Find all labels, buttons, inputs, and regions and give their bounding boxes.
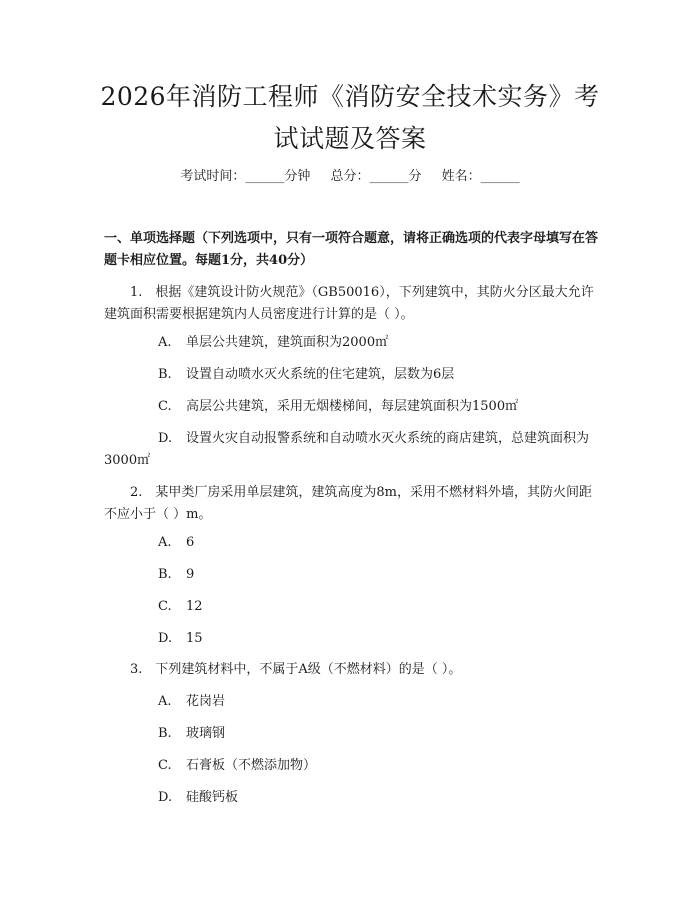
option-text: 硅酸钙板	[186, 790, 239, 805]
option-key: C.	[158, 599, 172, 614]
exam-time-label: 考试时间：______分钟	[180, 169, 311, 184]
question-1-option-d	[104, 428, 604, 472]
option-text: 9	[186, 567, 195, 582]
option-text: 高层公共建筑，采用无烟楼梯间，每层建筑面积为1500㎡	[186, 399, 519, 414]
name-label: 姓名：______	[441, 169, 520, 184]
option-key: C.	[158, 758, 172, 773]
option-key: D.	[158, 631, 173, 646]
question-3-option-d	[158, 787, 608, 809]
question-2-option-c	[158, 596, 608, 618]
option-text: 设置自动喷水灭火系统的住宅建筑，层数为6层	[186, 367, 455, 382]
option-text: 6	[186, 535, 195, 550]
option-text: 花岗岩	[186, 694, 226, 709]
total-score-label: 总分：______分	[330, 169, 422, 184]
question-2-stem: 2. 某甲类厂房采用单层建筑，建筑高度为8m，采用不燃材料外墙，其防火间距不应小于（ ）m。	[104, 485, 593, 522]
option-text: 单层公共建筑，建筑面积为2000㎡	[186, 335, 389, 350]
question-1-stem: 1. 根据《建筑设计防火规范》（GB50016），下列建筑中，其防火分区最大允许建筑面积需要根据建筑内人员密度进行计算的是（ ）。	[104, 285, 594, 322]
option-key: A.	[158, 335, 172, 350]
option-text: 设置火灾自动报警系统和自动喷水灭火系统的商店建筑，总建筑面积为3000㎡	[104, 431, 590, 468]
question-1-option-b	[158, 364, 608, 386]
option-key: B.	[158, 567, 172, 582]
question-2-option-b	[158, 564, 608, 586]
question-2-option-d	[158, 628, 608, 650]
question-3-option-a	[158, 691, 608, 713]
question-1-option-c	[158, 396, 608, 418]
option-key: D.	[158, 790, 173, 805]
question-3-option-b	[158, 723, 608, 745]
question-1-option-a	[158, 332, 608, 354]
question-3-stem: 3. 下列建筑材料中，不属于A级（不燃材料）的是（ ）。	[130, 662, 462, 677]
option-key: A.	[158, 535, 172, 550]
option-key: D.	[158, 431, 173, 446]
option-key: C.	[158, 399, 172, 414]
exam-meta-line	[0, 166, 700, 188]
question-2-option-a	[158, 532, 608, 554]
section-heading: 一、单项选择题（下列选项中，只有一项符合题意，请将正确选项的代表字母填写在答题卡相应位置。每题1分，共40分）	[104, 231, 599, 268]
option-text: 玻璃钢	[186, 726, 226, 741]
option-text: 15	[186, 631, 203, 646]
option-key: A.	[158, 694, 172, 709]
question-3-option-c	[158, 755, 608, 777]
option-text: 12	[186, 599, 203, 614]
document-title: 2026年消防工程师《消防安全技术实务》考试试题及答案	[100, 82, 600, 153]
option-key: B.	[158, 367, 172, 382]
option-key: B.	[158, 726, 172, 741]
option-text: 石膏板（不燃添加物）	[186, 758, 317, 773]
